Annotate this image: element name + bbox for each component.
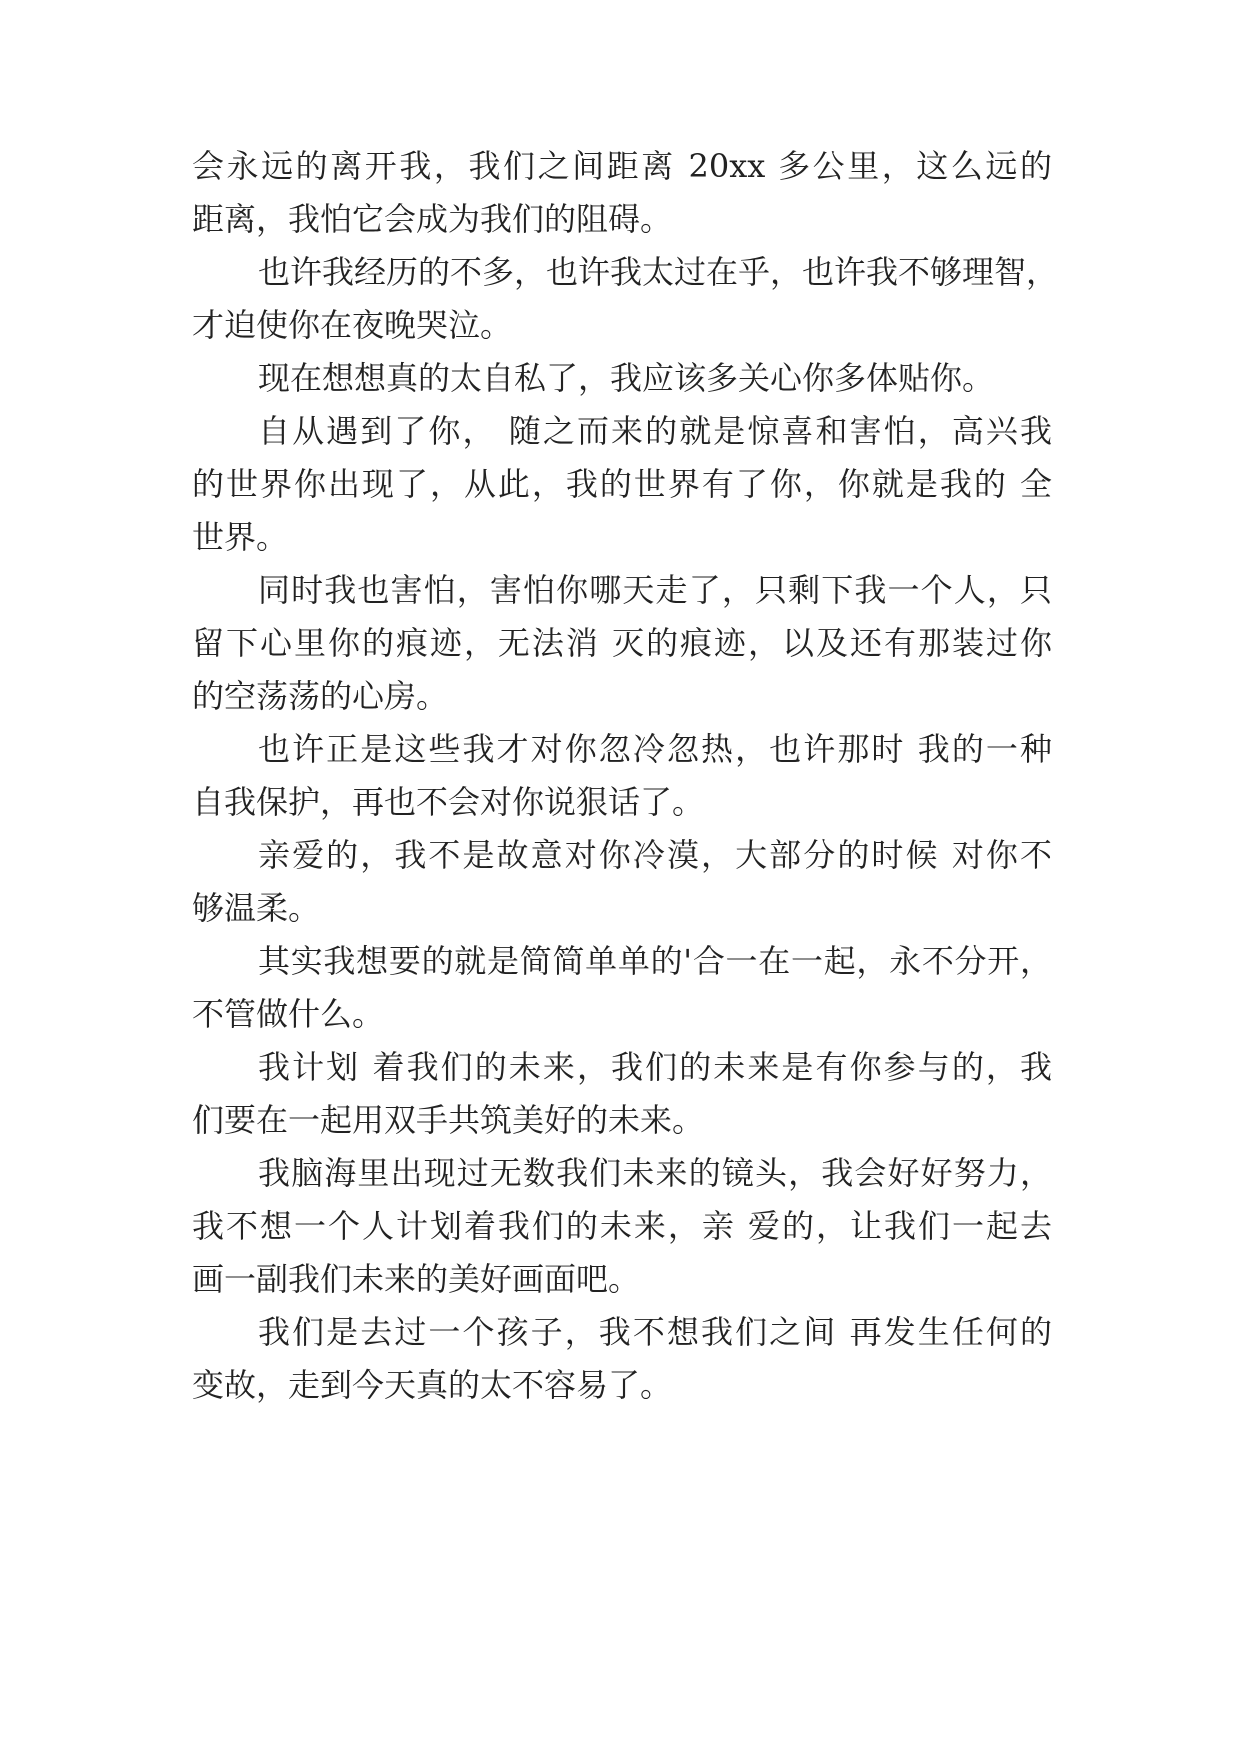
text-line: 不管做什么。: [192, 995, 385, 1033]
text-line: 变故，走到今天真的太不容易了。: [192, 1366, 673, 1404]
text-line: 们要在一起用双手共筑美好的未来。: [192, 1101, 705, 1139]
text-line: 画一副我们未来的美好画面吧。: [192, 1260, 641, 1298]
text-line: 世界。: [192, 518, 289, 556]
text-line: 距离，我怕它会成为我们的阻碍。: [192, 200, 673, 238]
text-line: 的世界你出现了，从此，我的世界有了你，你就是我的 全: [192, 465, 1052, 503]
text-line: 才迫使你在夜晚哭泣。: [192, 306, 513, 344]
text-line: 自我保护，再也不会对你说狠话了。: [192, 783, 705, 821]
paragraph-first-line: 自从遇到了你， 随之而来的就是惊喜和害怕，高兴我: [258, 412, 1052, 450]
paragraph-first-line: 现在想想真的太自私了，我应该多关心你多体贴你。: [258, 359, 995, 397]
paragraph-first-line: 同时我也害怕，害怕你哪天走了，只剩下我一个人，只: [258, 571, 1052, 609]
text-line: 的空荡荡的心房。: [192, 677, 449, 715]
text-line: 留下心里你的痕迹，无法消 灭的痕迹，以及还有那装过你: [192, 624, 1052, 662]
paragraph-first-line: 亲爱的，我不是故意对你冷漠，大部分的时候 对你不: [258, 836, 1052, 874]
text-line: 会永远的离开我，我们之间距离 20xx 多公里，这么远的: [192, 147, 1052, 185]
paragraph-first-line: 我们是去过一个孩子，我不想我们之间 再发生任何的: [258, 1313, 1052, 1351]
paragraph-first-line: 其实我想要的就是简简单单的'合一在一起，永不分开，: [258, 942, 1052, 980]
paragraph-first-line: 我脑海里出现过无数我们未来的镜头，我会好好努力，: [258, 1154, 1052, 1192]
paragraph-first-line: 也许我经历的不多，也许我太过在乎，也许我不够理智，: [258, 253, 1059, 291]
paragraph-first-line: 我计划 着我们的未来，我们的未来是有你参与的，我: [258, 1048, 1052, 1086]
paragraph-first-line: 也许正是这些我才对你忽冷忽热，也许那时 我的一种: [258, 730, 1052, 768]
text-line: 够温柔。: [192, 889, 321, 927]
text-line: 我不想一个人计划着我们的未来，亲 爱的，让我们一起去: [192, 1207, 1052, 1245]
